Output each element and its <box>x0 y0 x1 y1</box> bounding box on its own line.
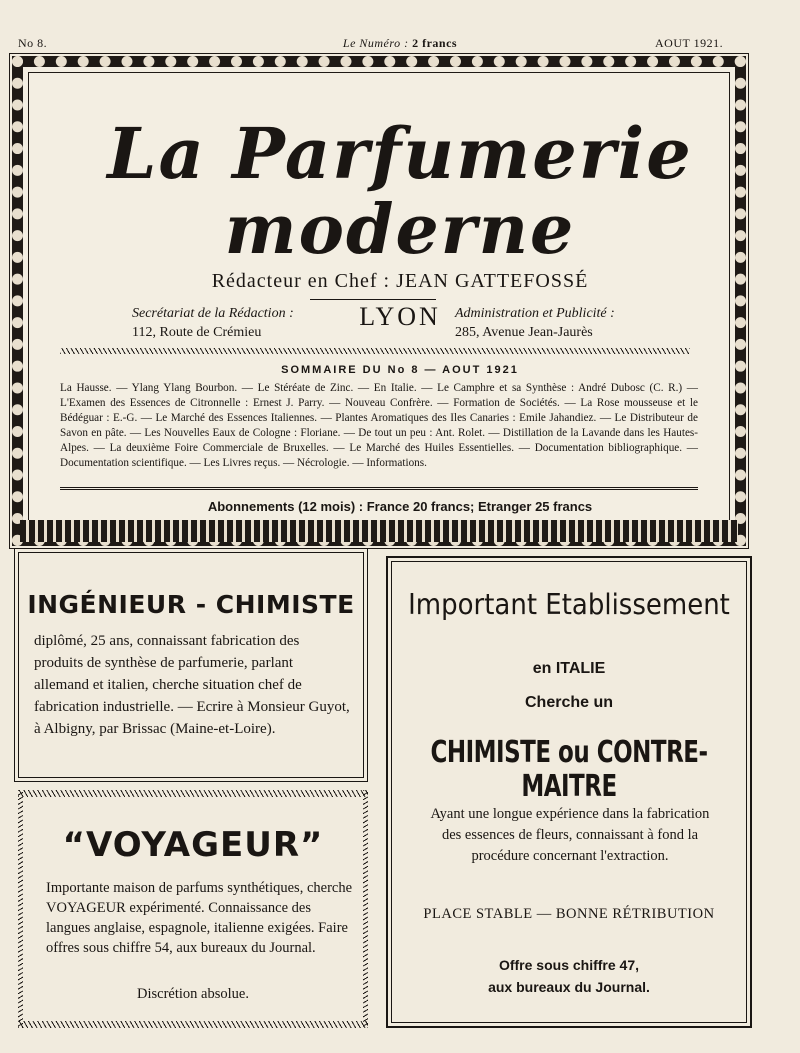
ad-ingenieur-title: INGÉNIEUR - CHIMISTE <box>27 590 355 619</box>
ad-etablissement-seeks: Cherche un <box>524 694 613 711</box>
ad-etablissement-country: en ITALIE <box>532 660 606 677</box>
issue-number: No 8. <box>18 36 48 50</box>
ad-etablissement-terms: PLACE STABLE — BONNE RÉTRIBUTION <box>423 906 715 922</box>
ad-etablissement-position: CHIMISTE ou CONTRE-MAITRE <box>430 736 708 804</box>
garland-border <box>20 520 738 542</box>
ad-etablissement-body: Ayant une longue expérience dans la fabrication des essences de fleurs, connaissant à fond la procédure concernant l'extraction. <box>430 806 710 864</box>
price-prefix: Le Numéro : <box>342 36 409 50</box>
administration-label: Administration et Publicité : <box>455 306 615 321</box>
double-rule <box>60 487 698 490</box>
ad-voyageur-footer: Discrétion absolue. <box>137 986 249 1002</box>
administration-address: 285, Avenue Jean-Jaurès <box>455 325 593 340</box>
secretariat-label: Secrétariat de la Rédaction : <box>132 306 294 321</box>
sommaire-title: SOMMAIRE DU No 8 — AOUT 1921 <box>281 364 519 376</box>
secretariat-address: 112, Route de Crémieu <box>132 325 262 340</box>
ad-etablissement-offer <box>386 954 752 998</box>
price-value: 2 francs <box>412 36 458 50</box>
ad-ingenieur-body: diplômé, 25 ans, connaissant fabrication des produits de synthèse de parfumerie, parlant allemand et italien, cherche situation chef de fabrication industrielle. — Ecrire à Monsieur Guyot, à Albigny, par Brissac (Maine-et-Loire). <box>34 633 350 737</box>
ad-etablissement-offer-line2: aux bureaux du Journal. <box>488 979 650 995</box>
city: LYON <box>359 302 441 331</box>
subscription-line: Abonnements (12 mois) : France 20 francs; Etranger 25 francs <box>207 499 593 514</box>
journal-title-line2: moderne <box>224 190 576 270</box>
sommaire-contents: La Hausse. — Ylang Ylang Bourbon. — Le Stéréate de Zinc. — En Italie. — Le Camphre et sa Synthèse : André Dubosc (C. R.) — L'Examen des Essences de Citronnelle : Ernest J. Parry. — Nouveau Confrère. — Formation de Sociétés. — La Rose mousseuse et le Bédéguar : E.-G. — Le Marché des Essences Italiennes. — Plantes Aromatiques des Iles Canaries : Emile Jahandiez. — Le Distributeur de Savon en pâte. — Les Nouvelles Eaux de Cologne : Floriane. — De tout un peu : Ant. Rolet. — Distillation de la Lavande dans les Hautes-Alpes. — La deuxième Foire Commerciale de Bruxelles. — Le Marché des Huiles Essentielles. — Documentation bibliographique. — Documentation scientifique. — Les Livres reçus. — Nécrologie. — Informations. <box>60 382 698 469</box>
ad-etablissement-offer-line1: Offre sous chiffre 47, <box>498 957 640 973</box>
journal-title: La Parfumerie <box>107 112 693 195</box>
ad-voyageur-title: “VOYAGEUR” <box>62 825 324 865</box>
ad-etablissement-title: Important Etablissement <box>408 588 730 622</box>
issue-date: AOUT 1921. <box>655 36 724 50</box>
ad-voyageur-body: Importante maison de parfums synthétiques, cherche VOYAGEUR expérimenté. Connaissance des langues anglaise, espagnole, italienne exigées. Faire offres sous chiffre 54, aux bureaux du Journal. <box>46 880 353 956</box>
editor-line: Rédacteur en Chef : JEAN GATTEFOSSÉ <box>211 270 589 292</box>
lyon-rule <box>310 299 436 300</box>
hatched-divider <box>60 348 690 354</box>
